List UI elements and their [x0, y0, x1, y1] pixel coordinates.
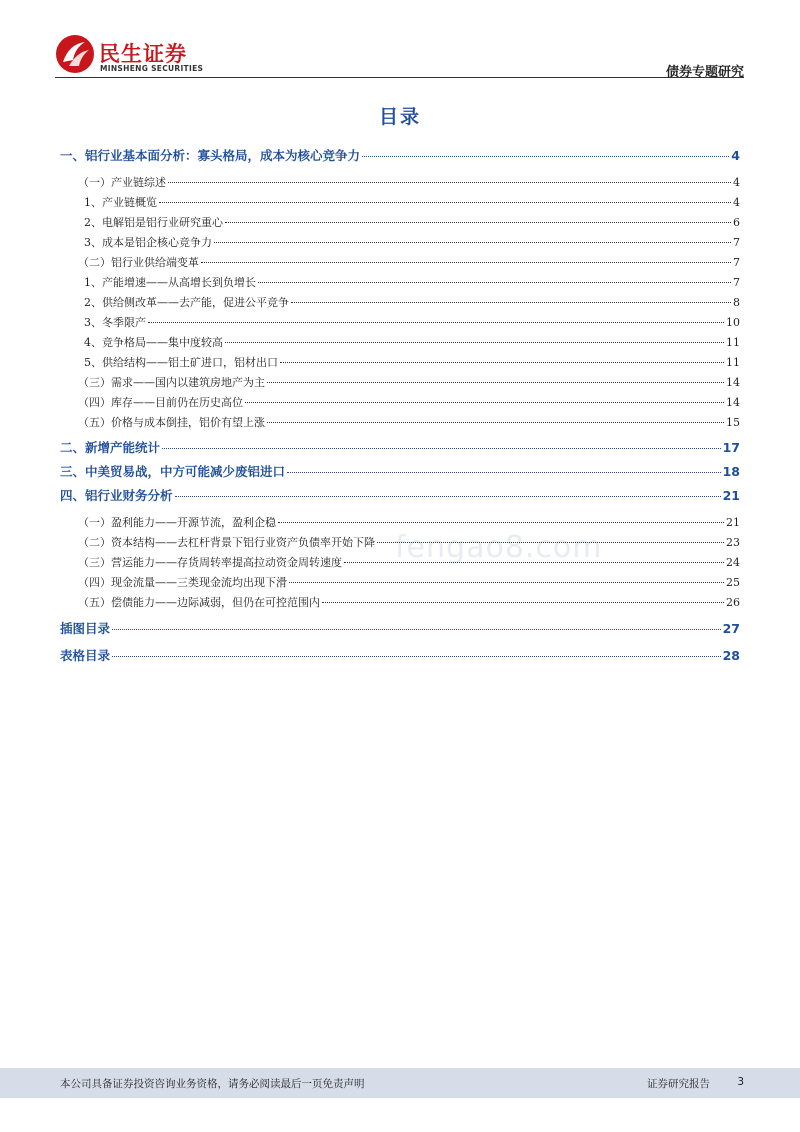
toc-dot-leader	[245, 402, 724, 403]
toc-entry-title: （三）营运能力——存货周转率提高拉动资金周转速度	[78, 556, 342, 569]
toc-entry-title: 二、新增产能统计	[60, 440, 161, 455]
toc-entry[interactable]	[60, 254, 740, 270]
toc-entry[interactable]	[60, 462, 740, 480]
toc-dot-leader	[159, 202, 731, 203]
toc-entry[interactable]	[60, 314, 740, 330]
toc-entry-page: 11	[726, 336, 740, 349]
toc-entry-title: 1、产业链概览	[84, 196, 157, 209]
toc-dot-leader	[225, 222, 731, 223]
toc-entry[interactable]	[60, 554, 740, 570]
toc-dot-leader	[344, 562, 724, 563]
toc-entry-title: 3、成本是铝企核心竞争力	[84, 236, 212, 249]
toc-entry-page: 7	[733, 276, 740, 289]
toc-entry-title: 4、竞争格局——集中度较高	[84, 336, 223, 349]
toc-entry-title: （一）产业链综述	[78, 176, 166, 189]
toc-entry-title: 5、供给结构——铝土矿进口，铝材出口	[84, 356, 278, 369]
toc-entry-title: （五）价格与成本倒挂，铝价有望上涨	[78, 416, 265, 429]
toc-entry[interactable]	[60, 394, 740, 410]
toc-dot-leader	[168, 182, 731, 183]
minsheng-logo-icon	[55, 34, 95, 74]
page-header	[55, 34, 744, 80]
toc-dot-leader	[291, 302, 731, 303]
toc-entry[interactable]	[60, 486, 740, 504]
toc-dot-leader	[377, 542, 724, 543]
toc-dot-leader	[278, 522, 724, 523]
toc-entry-page: 7	[733, 256, 740, 269]
toc-entry[interactable]	[60, 294, 740, 310]
toc-dot-leader	[201, 262, 731, 263]
page-footer	[0, 1068, 800, 1098]
toc-dot-leader	[267, 422, 724, 423]
toc-dot-leader	[289, 582, 724, 583]
toc-entry-page: 7	[733, 236, 740, 249]
toc-entry-title: （四）现金流量——三类现金流均出现下滑	[78, 576, 287, 589]
footer-page-number: 3	[737, 1076, 744, 1088]
toc-entry[interactable]	[60, 534, 740, 550]
toc-entry-page: 25	[726, 576, 740, 589]
toc-entry[interactable]	[60, 334, 740, 350]
toc-entry-page: 24	[726, 556, 740, 569]
toc-entry-page: 10	[726, 316, 740, 329]
toc-entry-title: 表格目录	[60, 648, 111, 663]
toc-entry[interactable]	[60, 414, 740, 430]
toc-entry-title: （一）盈利能力——开源节流，盈利企稳	[78, 516, 276, 529]
toc-entry-page: 6	[733, 216, 740, 229]
toc-entry-page: 27	[722, 621, 740, 636]
watermark: fengao8.com	[395, 530, 603, 565]
toc-entry[interactable]	[60, 194, 740, 210]
toc-entry[interactable]	[60, 214, 740, 230]
toc-entry[interactable]	[60, 594, 740, 610]
toc-entry[interactable]	[60, 619, 740, 637]
toc-entry-title: （二）资本结构——去杠杆背景下铝行业资产负债率开始下降	[78, 536, 375, 549]
toc-dot-leader	[267, 382, 724, 383]
toc-entry-title: 3、冬季限产	[84, 316, 146, 329]
toc-dot-leader	[280, 362, 724, 363]
toc-entry-page: 14	[726, 376, 740, 389]
toc-entry-page: 26	[726, 596, 740, 609]
toc-entry-title: 四、铝行业财务分析	[60, 488, 173, 503]
toc-dot-leader	[225, 342, 724, 343]
toc-entry-page: 21	[726, 516, 740, 529]
toc-dot-leader	[112, 629, 721, 630]
toc-dot-leader	[287, 472, 721, 473]
toc-dot-leader	[322, 602, 724, 603]
toc-entry-title: 一、铝行业基本面分析：寡头格局，成本为核心竞争力	[60, 148, 361, 163]
toc-entry[interactable]	[60, 438, 740, 456]
toc-entry-page: 17	[722, 440, 740, 455]
toc-entry[interactable]	[60, 274, 740, 290]
header-divider	[55, 77, 744, 78]
toc-entry-title: 1、产能增速——从高增长到负增长	[84, 276, 256, 289]
toc-entry[interactable]	[60, 514, 740, 530]
logo-english-name: MINSHENG SECURITIES	[100, 64, 204, 73]
footer-report-type: 证券研究报告	[647, 1078, 710, 1090]
toc-dot-leader	[148, 322, 724, 323]
toc-title: 目录	[378, 106, 421, 128]
toc-entry[interactable]	[60, 174, 740, 190]
toc-dot-leader	[258, 282, 731, 283]
toc-entry-page: 21	[722, 488, 740, 503]
toc-entry-page: 4	[731, 148, 740, 163]
toc-entry-title: （三）需求——国内以建筑房地产为主	[78, 376, 265, 389]
toc-entry-page: 18	[722, 464, 740, 479]
toc-dot-leader	[214, 242, 731, 243]
toc-entry[interactable]	[60, 354, 740, 370]
toc-entry[interactable]	[60, 574, 740, 590]
toc-dot-leader	[362, 156, 729, 157]
toc-dot-leader	[162, 448, 721, 449]
document-type-label: 债券专题研究	[665, 65, 744, 80]
toc-entry-title: （五）偿债能力——边际减弱，但仍在可控范围内	[78, 596, 320, 609]
toc-entry-page: 4	[733, 176, 740, 189]
toc-entry-page: 14	[726, 396, 740, 409]
toc-entry[interactable]	[60, 146, 740, 164]
toc-dot-leader	[175, 496, 721, 497]
toc-entry[interactable]	[60, 646, 740, 664]
toc-entry-page: 28	[722, 648, 740, 663]
footer-disclaimer: 本公司具备证券投资咨询业务资格，请务必阅读最后一页免责声明	[60, 1078, 365, 1090]
toc-entry-title: 2、供给侧改革——去产能，促进公平竞争	[84, 296, 289, 309]
toc-entry-page: 15	[726, 416, 740, 429]
toc-entry-title: 2、电解铝是铝行业研究重心	[84, 216, 223, 229]
toc-entry-page: 8	[733, 296, 740, 309]
toc-entry-title: （四）库存——目前仍在历史高位	[78, 396, 243, 409]
toc-entry-title: 插图目录	[60, 621, 111, 636]
toc-entry-title: 三、中美贸易战，中方可能减少废铝进口	[60, 464, 286, 479]
toc-dot-leader	[112, 656, 721, 657]
toc-entry[interactable]	[60, 374, 740, 390]
toc-entry-title: （二）铝行业供给端变革	[78, 256, 199, 269]
toc-entry-page: 23	[726, 536, 740, 549]
toc-entry-page: 4	[733, 196, 740, 209]
logo-chinese-name: 民生证券	[99, 42, 187, 66]
toc-entry-page: 11	[726, 356, 740, 369]
toc-entry[interactable]	[60, 234, 740, 250]
